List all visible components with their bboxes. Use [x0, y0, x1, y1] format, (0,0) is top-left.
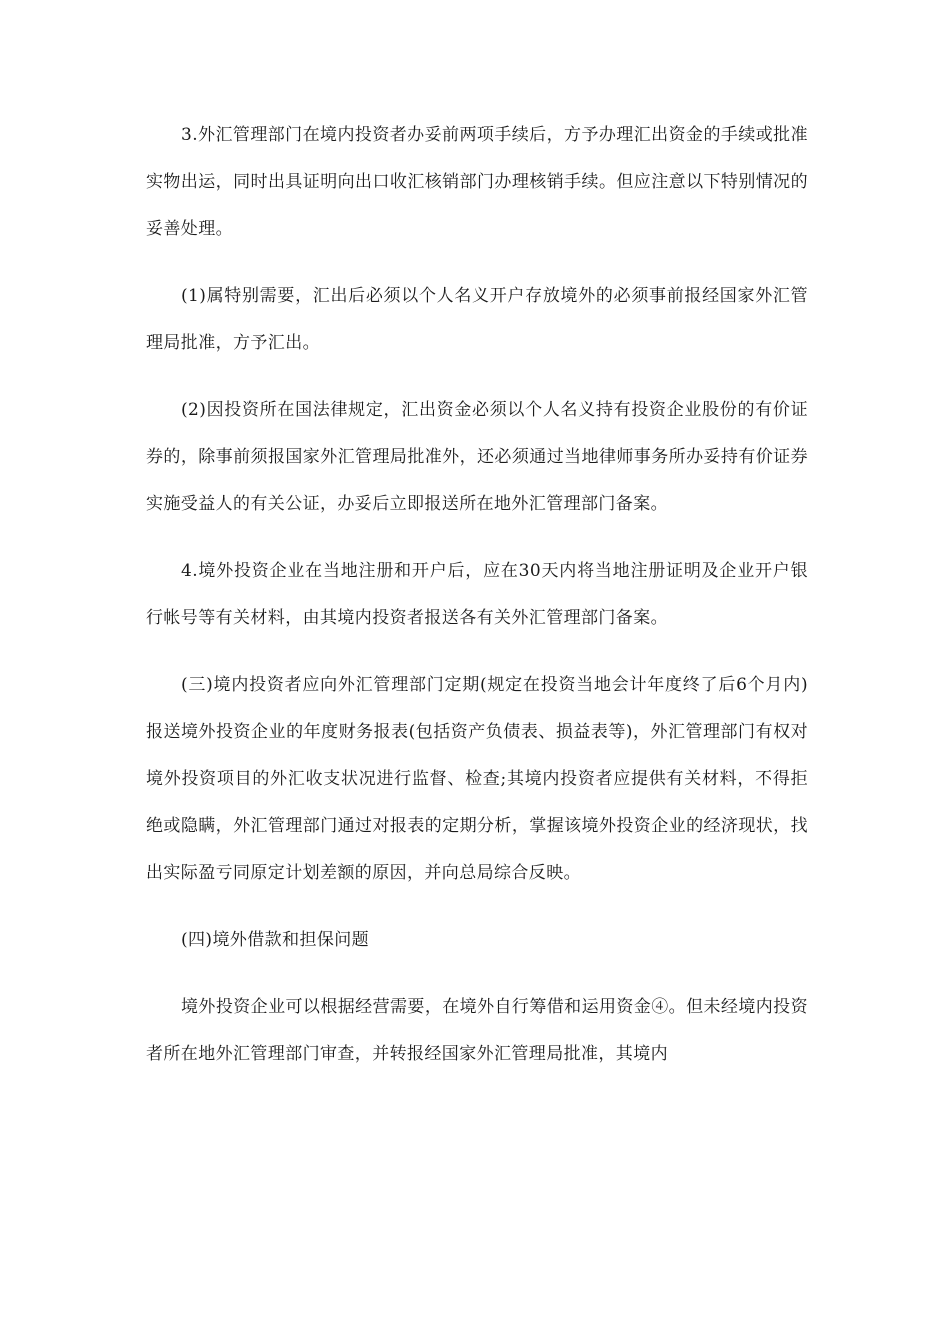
paragraph-special-case-2: (2)因投资所在国法律规定，汇出资金必须以个人名义持有投资企业股份的有价证券的，除事前须报国家外汇管理局批准外，还必须通过当地律师事务所办妥持有价证券实施受益人的有关公证，办妥后立即报送所在地外汇管理部门备案。	[146, 400, 808, 514]
section-heading-4-borrowing: (四)境外借款和担保问题	[181, 930, 370, 950]
document-body	[146, 112, 808, 1078]
paragraph-section-3-reporting: (三)境内投资者应向外汇管理部门定期(规定在投资当地会计年度终了后6个月内)报送境外投资企业的年度财务报表(包括资产负债表、损益表等)，外汇管理部门有权对境外投资项目的外汇收支状况进行监督、检查;其境内投资者应提供有关材料，不得拒绝或隐瞒，外汇管理部门通过对报表的定期分析，掌握该境外投资企业的经济现状，找出实际盈亏同原定计划差额的原因，并向总局综合反映。	[146, 675, 808, 883]
paragraph-4-registration: 4.境外投资企业在当地注册和开户后，应在30天内将当地注册证明及企业开户银行帐号等有关材料，由其境内投资者报送各有关外汇管理部门备案。	[146, 561, 808, 628]
paragraph-special-case-1: (1)属特别需要，汇出后必须以个人名义开户存放境外的必须事前报经国家外汇管理局批准，方予汇出。	[146, 286, 808, 353]
paragraph-borrowing-text: 境外投资企业可以根据经营需要，在境外自行筹借和运用资金④。但未经境内投资者所在地外汇管理部门审查，并转报经国家外汇管理局批准，其境内	[146, 997, 808, 1064]
paragraph-3-remittance-procedure: 3.外汇管理部门在境内投资者办妥前两项手续后，方予办理汇出资金的手续或批准实物出运，同时出具证明向出口收汇核销部门办理核销手续。但应注意以下特别情况的妥善处理。	[146, 125, 808, 239]
